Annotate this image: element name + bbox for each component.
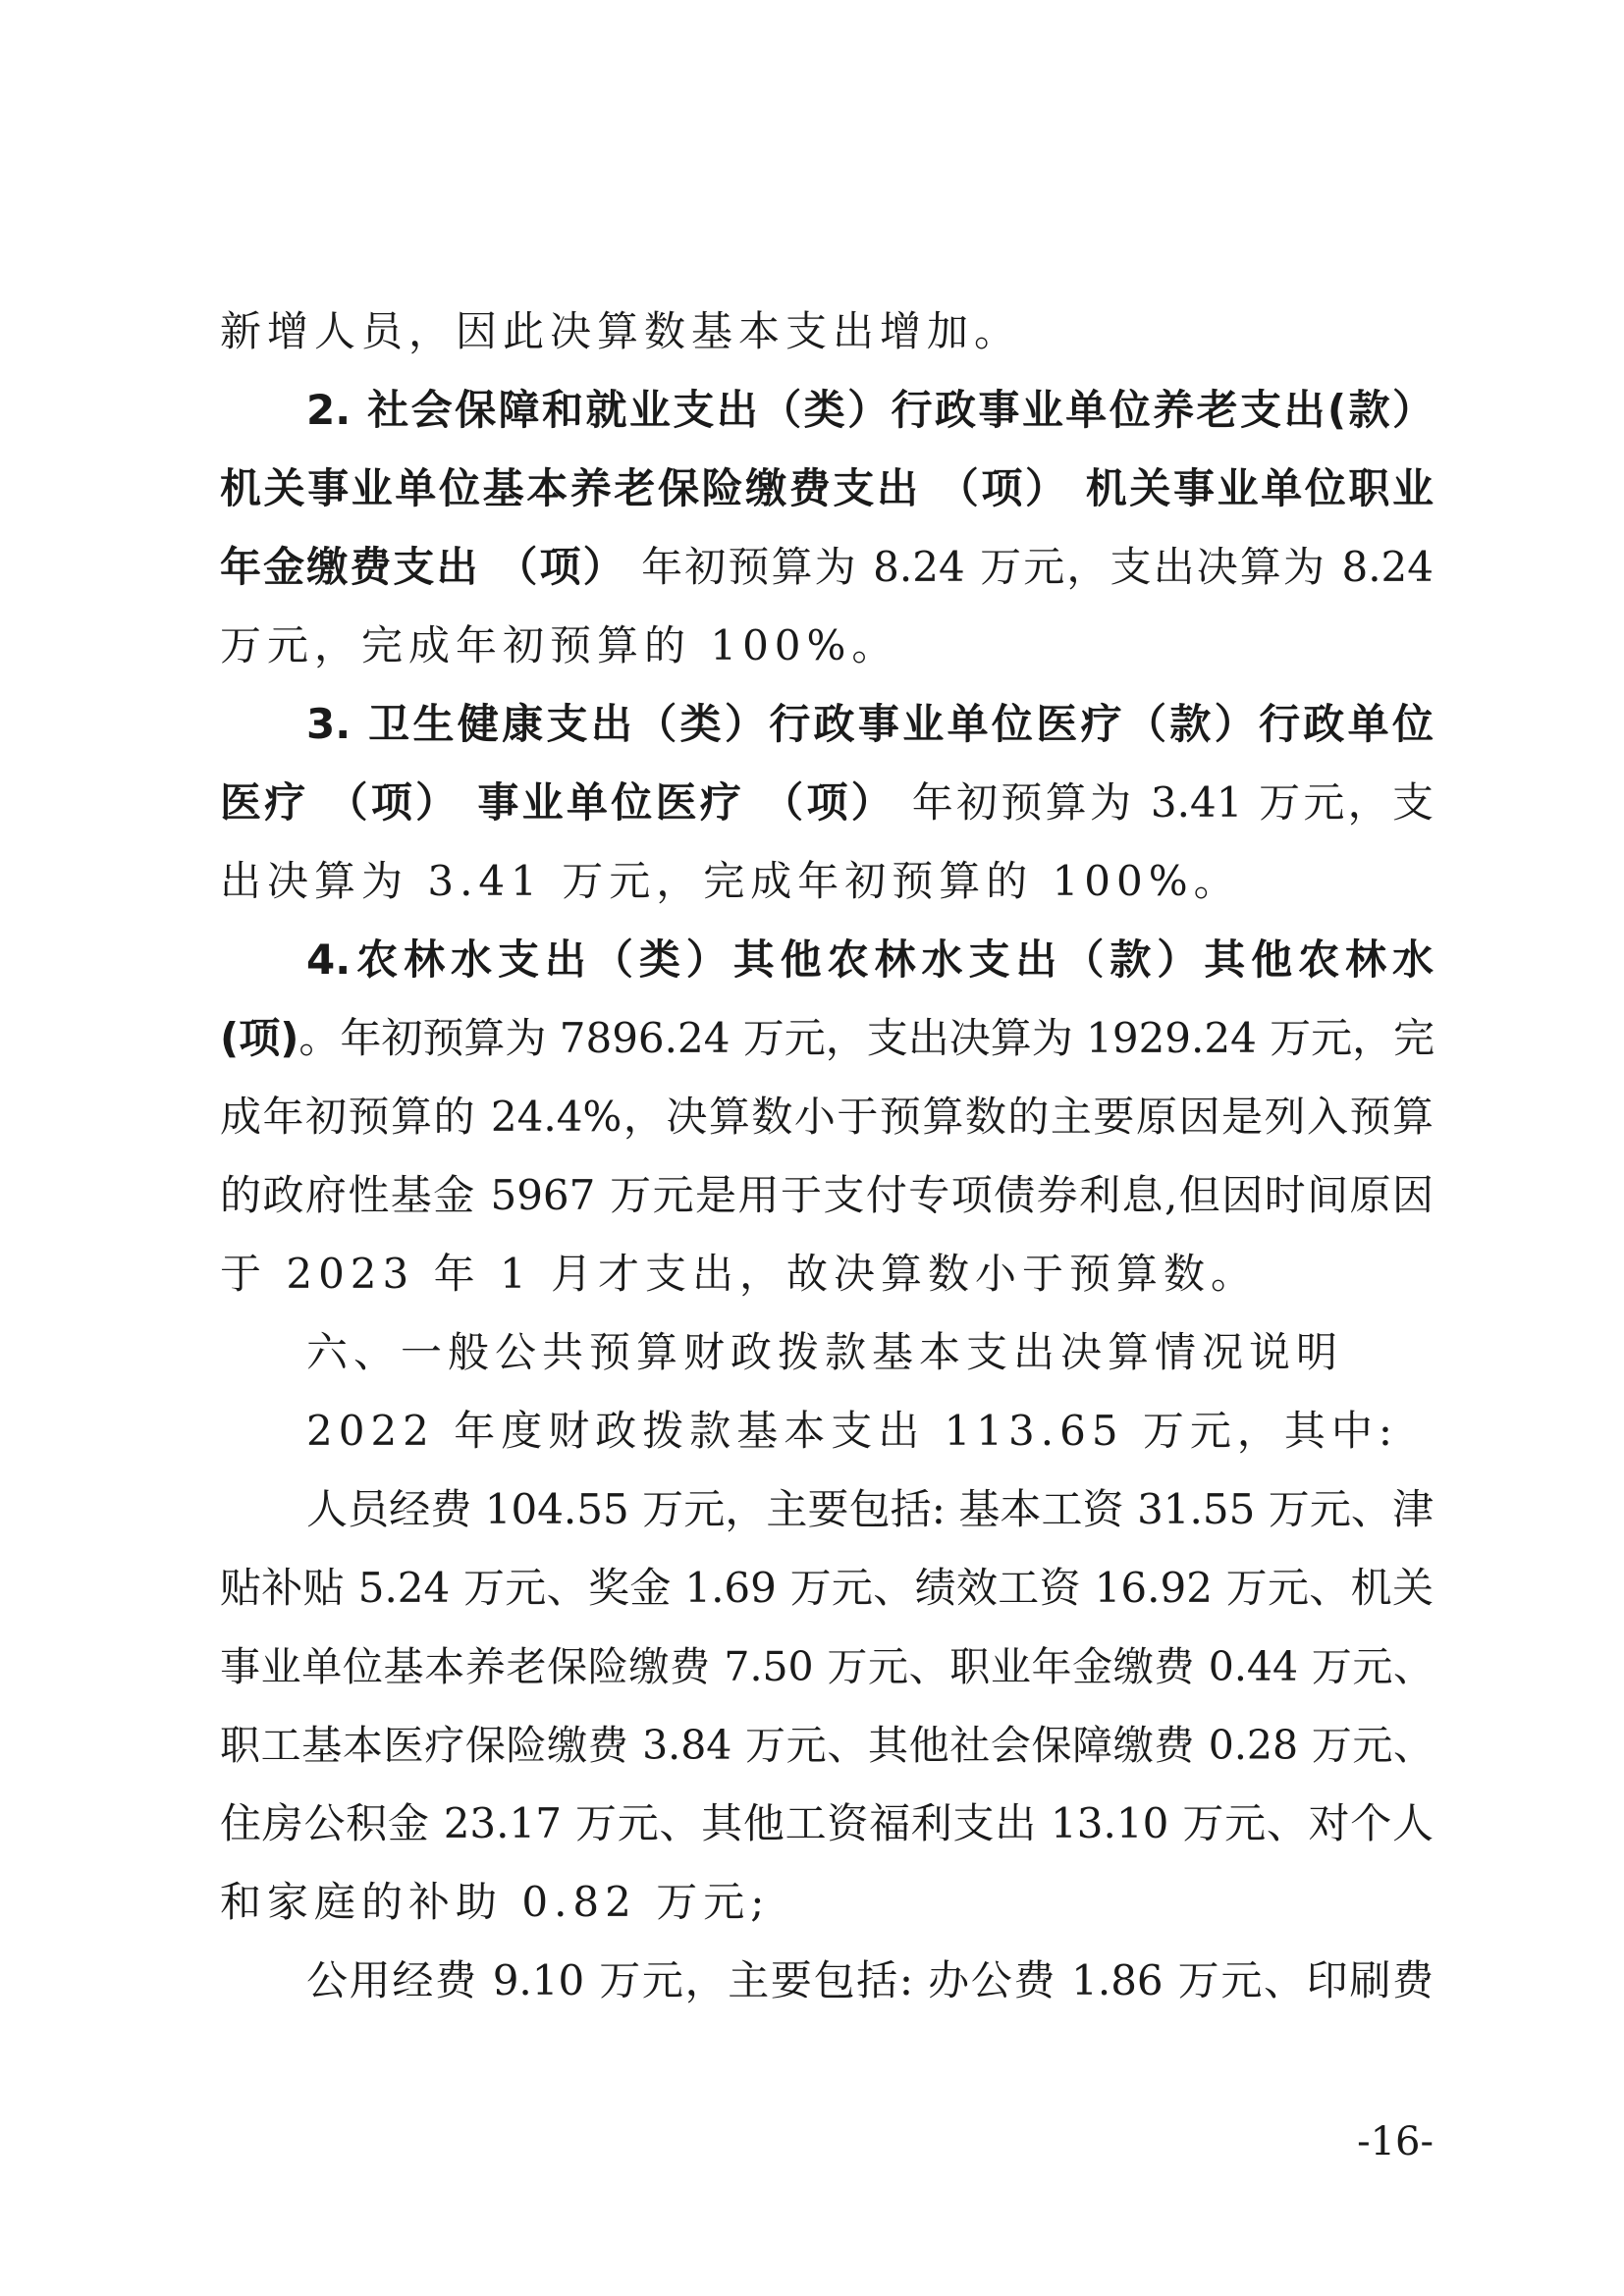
paragraph-line-4: 年金缴费支出 （项） 年初预算为 8.24 万元，支出决算为 8.24 xyxy=(220,543,1435,591)
paragraph-line-2: 2. 社会保障和就业支出（类）行政事业单位养老支出(款） xyxy=(306,386,1434,434)
paragraph-line-7: 医疗 （项） 事业单位医疗 （项） 年初预算为 3.41 万元，支 xyxy=(220,778,1434,827)
paragraph-line-16: 人员经费 104.55 万元，主要包括: 基本工资 31.55 万元、津 xyxy=(306,1485,1434,1533)
paragraph-line-22: 公用经费 9.10 万元，主要包括: 办公费 1.86 万元、印刷费 xyxy=(306,1956,1434,2004)
paragraph-line-19: 职工基本医疗保险缴费 3.84 万元、其他社会保障缴费 0.28 万元、 xyxy=(220,1722,1434,1769)
paragraph-line-20: 住房公积金 23.17 万元、其他工资福利支出 13.10 万元、对个人 xyxy=(220,1799,1434,1847)
paragraph-line-9: 4.农林水支出（类）其他农林水支出（款）其他农林水 xyxy=(306,935,1434,984)
paragraph-line-18: 事业单位基本养老保险缴费 7.50 万元、职业年金缴费 0.44 万元、 xyxy=(220,1643,1434,1690)
paragraph-line-21: 和家庭的补助 0.82 万元; xyxy=(220,1878,771,1926)
paragraph-line-3: 机关事业单位基本养老保险缴费支出 （项） 机关事业单位职业 xyxy=(220,464,1434,512)
paragraph-line-5: 万元，完成年初预算的 100%。 xyxy=(220,621,899,669)
paragraph-line-12: 的政府性基金 5967 万元是用于支付专项债券利息,但因时间原因 xyxy=(220,1171,1434,1219)
paragraph-line-1: 新增人员，因此决算数基本支出增加。 xyxy=(220,307,1022,355)
section-heading: 六、一般公共预算财政拨款基本支出决算情况说明 xyxy=(306,1328,1344,1376)
paragraph-line-6: 3. 卫生健康支出（类）行政事业单位医疗（款）行政单位 xyxy=(306,700,1434,748)
paragraph-line-11: 成年初预算的 24.4%，决算数小于预算数的主要原因是列入预算 xyxy=(220,1093,1434,1141)
paragraph-line-17: 贴补贴 5.24 万元、奖金 1.69 万元、绩效工资 16.92 万元、机关 xyxy=(220,1564,1434,1612)
paragraph-line-13: 于 2023 年 1 月才支出，故决算数小于预算数。 xyxy=(220,1250,1259,1298)
paragraph-line-15: 2022 年度财政拨款基本支出 113.65 万元，其中: xyxy=(306,1407,1399,1455)
paragraph-line-8: 出决算为 3.41 万元，完成年初预算的 100%。 xyxy=(220,857,1241,905)
paragraph-line-10: (项)。年初预算为 7896.24 万元，支出决算为 1929.24 万元，完 xyxy=(220,1014,1435,1062)
page-number: -16- xyxy=(1357,2119,1434,2164)
